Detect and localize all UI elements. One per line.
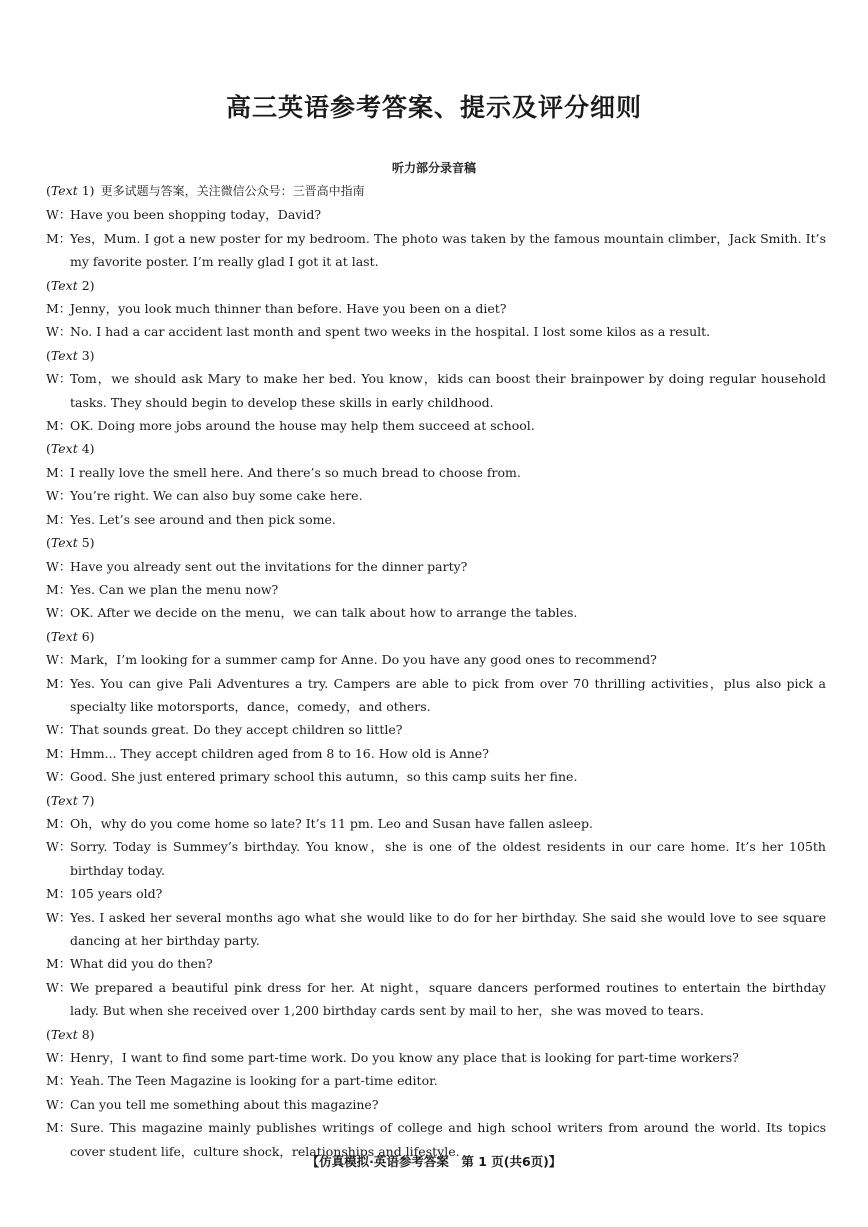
text-label-number: 4 <box>81 441 90 457</box>
dialog-line <box>46 1093 826 1116</box>
dialog-line <box>46 508 826 531</box>
text-label-number: 6 <box>81 628 90 644</box>
dialog-line <box>46 320 826 343</box>
text-label-word: Text <box>50 535 78 551</box>
dialog-text: Yes，Mum. I got a new poster for my bedroom. The photo was taken by the famous mountain climber，Jack Smith. It’s my favorite poster. I’m really glad I got it at last. <box>70 230 826 270</box>
dialog-line <box>46 765 826 788</box>
dialog-text: Can you tell me something about this magazine? <box>70 1096 379 1112</box>
text-label-word: Text <box>50 628 78 644</box>
speaker-label: M： <box>46 886 72 902</box>
dialog-text: Henry，I want to find some part-time work. Do you know any place that is looking for part-time workers? <box>70 1050 739 1066</box>
dialog-line <box>46 484 826 507</box>
dialog-text: Yes. I asked her several months ago what she would like to do for her birthday. She said she would love to see square dancing at her birthday party. <box>70 909 826 948</box>
text-label: (Text 8) <box>46 1026 95 1042</box>
dialog-text: Mark，I’m looking for a summer camp for Anne. Do you have any good ones to recommend? <box>70 652 657 668</box>
header-note: 更多试题与答案，关注微信公众号：三晋高中指南 <box>100 184 365 198</box>
dialog-line <box>46 952 826 975</box>
dialog-line <box>46 1046 826 1069</box>
speaker-label: M： <box>46 301 72 317</box>
speaker-label: W： <box>46 207 72 223</box>
speaker-label: M： <box>46 230 72 246</box>
dialog-text: I really love the smell here. And there’s so much bread to choose from. <box>70 464 521 480</box>
text-label: (Text 2) <box>46 277 95 293</box>
speaker-label: W： <box>46 652 72 668</box>
listening-transcript <box>46 179 826 1163</box>
dialog-text: 105 years old? <box>70 886 163 902</box>
text-label-number: 7 <box>81 792 90 808</box>
dialog-text: Hmm... They accept children aged from 8 to 16. How old is Anne? <box>70 745 489 761</box>
dialog-text: Sorry. Today is Summey’s birthday. You know，she is one of the oldest residents in our care home. It’s her 105th birthday today. <box>70 839 826 878</box>
text-label: (Text 1) 更多试题与答案，关注微信公众号：三晋高中指南 <box>46 183 365 198</box>
speaker-label: W： <box>46 371 72 387</box>
dialog-line <box>46 1069 826 1092</box>
speaker-label: W： <box>46 909 72 925</box>
text-label-number: 3 <box>81 347 90 363</box>
speaker-label: W： <box>46 1050 72 1066</box>
dialog-line <box>46 227 826 274</box>
speaker-label: M： <box>46 675 72 691</box>
text-label-word: Text <box>50 792 78 808</box>
text-label-number: 1 <box>81 183 90 198</box>
dialog-text: Good. She just entered primary school this autumn，so this camp suits her fine. <box>70 769 578 785</box>
text-label-number: 5 <box>81 535 90 551</box>
dialog-text: You’re right. We can also buy some cake here. <box>70 488 363 504</box>
text-label: (Text 3) <box>46 347 95 363</box>
dialog-line <box>46 601 826 624</box>
dialog-text: Tom，we should ask Mary to make her bed. You know，kids can boost their brainpower by doing regular household tasks. They should begin to develop these skills in early childhood. <box>70 371 826 410</box>
dialog-text: OK. Doing more jobs around the house may help them succeed at school. <box>70 418 535 434</box>
dialog-line <box>46 812 826 835</box>
dialog-text: Sure. This magazine mainly publishes writings of college and high school writers from around the world. Its topics cover student life，culture shock，relationships and lifestyle. <box>70 1120 826 1159</box>
dialog-line <box>46 461 826 484</box>
speaker-label: M： <box>46 511 72 527</box>
dialog-text: We prepared a beautiful pink dress for her. At night，square dancers performed routines to entertain the birthday lady. But when she received over 1,200 birthday cards sent by mail to her，she was moved to tears. <box>70 979 826 1019</box>
dialog-line <box>46 648 826 671</box>
dialog-text: No. I had a car accident last month and spent two weeks in the hospital. I lost some kilos as a result. <box>70 324 711 340</box>
dialog-line <box>46 578 826 601</box>
page-title: 高三英语参考答案、提示及评分细则 <box>225 93 642 122</box>
dialog-line <box>46 718 826 741</box>
speaker-label: W： <box>46 605 72 621</box>
text-label-word: Text <box>50 347 78 363</box>
speaker-label: W： <box>46 722 72 738</box>
speaker-label: W： <box>46 1096 72 1112</box>
dialog-text: Yes. Let’s see around and then pick some. <box>70 511 336 527</box>
dialog-text: Have you been shopping today，David? <box>70 207 322 223</box>
dialog-text: Oh，why do you come home so late? It’s 11 pm. Leo and Susan have fallen asleep. <box>70 815 593 831</box>
dialog-text: OK. After we decide on the menu，we can talk about how to arrange the tables. <box>70 605 578 621</box>
text-label-word: Text <box>50 183 78 198</box>
dialog-text: What did you do then? <box>70 956 213 972</box>
text-label: (Text 4) <box>46 441 95 457</box>
dialog-text: Have you already sent out the invitations for the dinner party? <box>70 558 468 574</box>
speaker-label: M： <box>46 745 72 761</box>
dialog-text: Jenny，you look much thinner than before. Have you been on a diet? <box>70 301 507 317</box>
text-label-word: Text <box>50 277 78 293</box>
dialog-line <box>46 203 826 226</box>
text-label: (Text 5) <box>46 535 95 551</box>
speaker-label: M： <box>46 1120 72 1136</box>
text-label-number: 8 <box>81 1026 90 1042</box>
text-label: (Text 7) <box>46 792 95 808</box>
dialog-text: That sounds great. Do they accept children so little? <box>70 722 403 738</box>
dialog-text: Yeah. The Teen Magazine is looking for a part-time editor. <box>70 1073 438 1089</box>
speaker-label: W： <box>46 769 72 785</box>
dialog-text: Yes. Can we plan the menu now? <box>70 581 279 597</box>
dialog-line <box>46 555 826 578</box>
text-label-word: Text <box>50 1026 78 1042</box>
text-label: (Text 6) <box>46 628 95 644</box>
text-label-word: Text <box>50 441 78 457</box>
dialog-line <box>46 882 826 905</box>
dialog-line <box>46 742 826 765</box>
speaker-label: M： <box>46 464 72 480</box>
speaker-label: M： <box>46 956 72 972</box>
speaker-label: M： <box>46 815 72 831</box>
speaker-label: M： <box>46 418 72 434</box>
speaker-label: W： <box>46 979 72 995</box>
section-subtitle: 听力部分录音稿 <box>391 161 476 175</box>
text-label-number: 2 <box>81 277 90 293</box>
dialog-line <box>46 367 826 414</box>
dialog-line <box>46 976 826 1023</box>
speaker-label: M： <box>46 581 72 597</box>
dialog-line <box>46 414 826 437</box>
speaker-label: W： <box>46 324 72 340</box>
dialog-text: Yes. You can give Pali Adventures a try. Campers are able to pick from over 70 thrilling activities，plus also pick a specialty like motorsports，dance，comedy，and others. <box>70 675 826 714</box>
speaker-label: W： <box>46 558 72 574</box>
speaker-label: W： <box>46 488 72 504</box>
speaker-label: M： <box>46 1073 72 1089</box>
dialog-line <box>46 906 826 953</box>
speaker-label: W： <box>46 839 72 855</box>
dialog-line <box>46 672 826 719</box>
dialog-line <box>46 297 826 320</box>
dialog-line <box>46 835 826 882</box>
page-footer: 【仿真模拟·英语参考答案 第 1 页(共6页)】 <box>306 1154 562 1169</box>
